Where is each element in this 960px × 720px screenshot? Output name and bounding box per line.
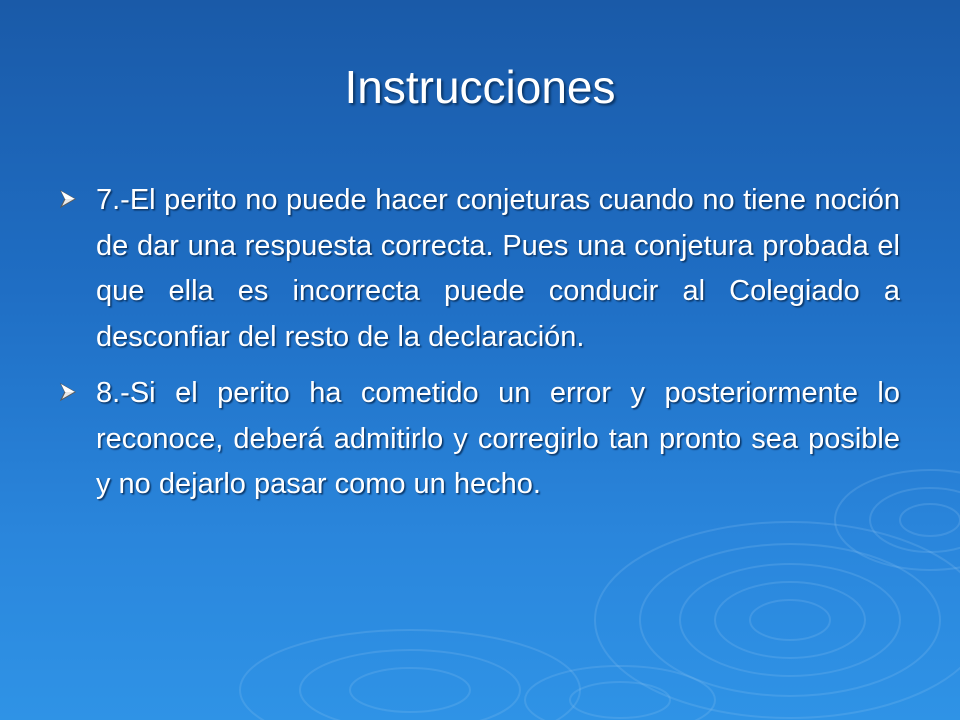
- slide-title: Instrucciones: [344, 61, 616, 113]
- arrow-bullet-icon: [58, 189, 78, 209]
- bullet-list: [58, 178, 900, 519]
- arrow-bullet-icon: [58, 382, 78, 402]
- bullet-text: 8.-Si el perito ha cometido un error y posteriormente lo reconoce, deberá admitirlo y corregirlo tan pronto sea posible y no dejarlo pasar como un hecho.: [96, 377, 900, 500]
- bullet-text: 7.-El perito no puede hacer conjeturas cuando no tiene noción de dar una respuesta correcta. Pues una conjetura probada el que ella es incorrecta puede conducir al Colegiado a desconfiar del resto de la declaración.: [96, 184, 900, 353]
- bullet-item-7: [58, 178, 900, 360]
- bullet-item-8: [58, 371, 900, 508]
